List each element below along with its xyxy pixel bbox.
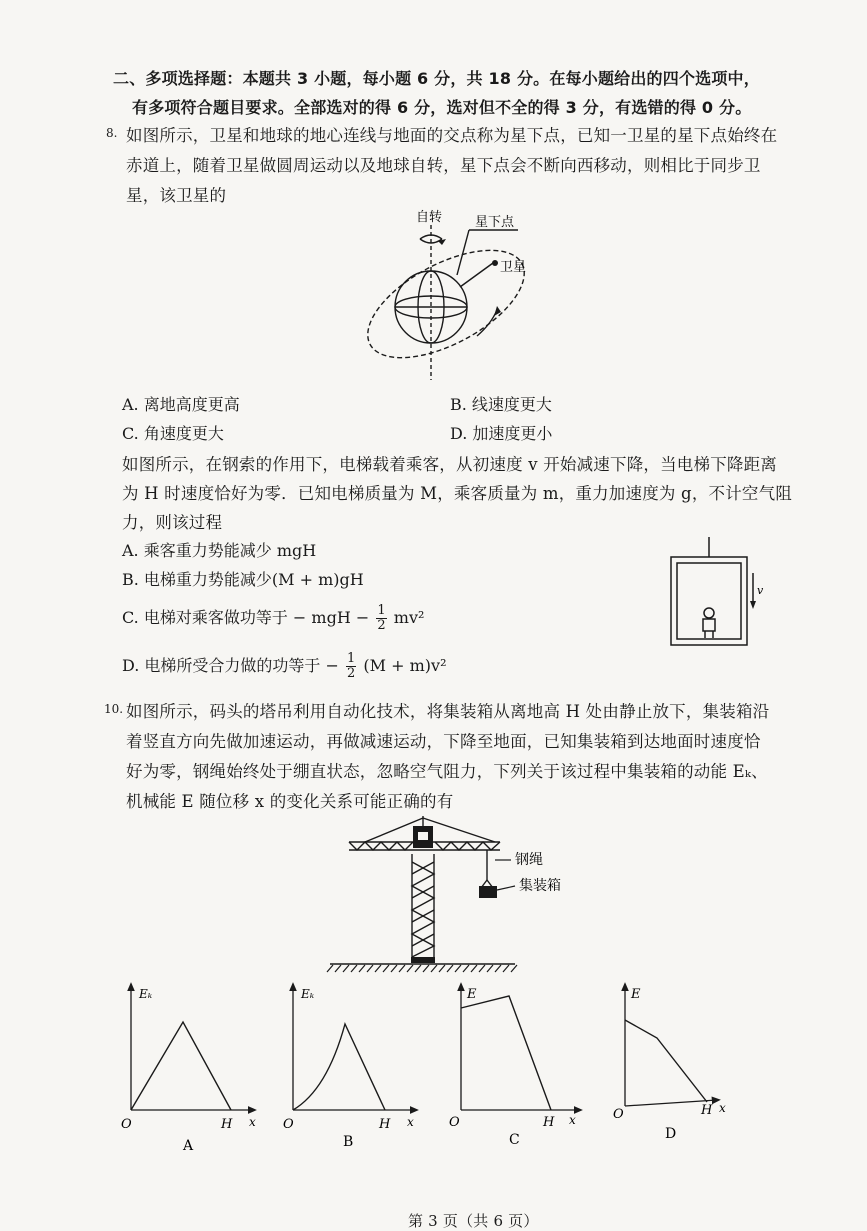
graph-b-ylabel: Eₖ — [301, 987, 315, 1001]
tower-crane-figure — [325, 812, 585, 977]
graph-a-label: A — [183, 1138, 194, 1154]
q8-text-line2: 赤道上，随着卫星做圆周运动以及地球自转，星下点会不断向西移动，则相比于同步卫 — [126, 156, 761, 175]
q9-option-c-suffix: mv² — [393, 608, 425, 627]
graph-a-h: H — [221, 1117, 233, 1132]
q9-text-line3: 力，则该过程 — [122, 513, 223, 532]
container-label: 集装箱 — [519, 878, 561, 894]
graph-d-origin: O — [613, 1107, 624, 1122]
graph-c-h: H — [543, 1115, 555, 1130]
graph-b-curve — [293, 1024, 385, 1110]
graph-d-h: H — [701, 1103, 713, 1118]
q10-text-line1: 如图所示，码头的塔吊利用自动化技术，将集装箱从离地高 H 处由静止放下，集装箱沿 — [126, 702, 770, 721]
rotation-label: 自转 — [416, 210, 443, 225]
q8-option-a: A. 离地高度更高 — [122, 395, 240, 414]
fraction-denominator: 2 — [347, 666, 356, 681]
fraction-half — [346, 652, 356, 681]
q9-option-d-suffix: (M + m)v² — [363, 656, 447, 675]
graph-d-xlabel: x — [719, 1101, 726, 1115]
fraction-numerator: 1 — [377, 603, 386, 618]
graph-b-h: H — [379, 1117, 391, 1132]
graph-d-ylabel: E — [631, 987, 641, 1002]
velocity-label: v — [757, 584, 764, 597]
graph-d-label: D — [665, 1126, 677, 1142]
fraction-half — [376, 604, 386, 633]
graph-c-label: C — [509, 1132, 520, 1148]
page-footer: 第 3 页（共 6 页） — [408, 1212, 539, 1230]
q8-option-c: C. 角速度更大 — [122, 424, 224, 443]
q9-option-c-prefix: C. 电梯对乘客做功等于 − mgH − — [122, 608, 370, 627]
graph-c-origin: O — [449, 1115, 460, 1130]
satellite-orbit-figure — [350, 205, 540, 385]
section-header-line1: 二、多项选择题：本题共 3 小题，每小题 6 分，共 18 分。在每小题给出的四个选项中， — [113, 69, 760, 88]
elevator-figure — [665, 535, 775, 650]
question-8-number: 8. — [106, 126, 118, 140]
graph-c-ylabel: E — [467, 987, 477, 1002]
fraction-denominator: 2 — [377, 618, 386, 633]
satellite-label: 卫星 — [500, 260, 527, 275]
q9-text-line2: 为 H 时速度恰好为零．已知电梯质量为 M，乘客质量为 m，重力加速度为 g，不计空气阻 — [122, 484, 793, 503]
graph-b-label: B — [343, 1134, 354, 1150]
q8-option-d: D. 加速度更小 — [450, 424, 553, 443]
q9-text-line1: 如图所示，在钢索的作用下，电梯载着乘客，从初速度 v 开始减速下降，当电梯下降距离 — [122, 455, 778, 474]
rope-label: 钢绳 — [515, 852, 543, 868]
graph-d — [613, 986, 726, 1142]
q9-option-b: B. 电梯重力势能减少(M + m)gH — [122, 570, 364, 589]
graph-b-origin: O — [283, 1117, 294, 1132]
graph-a-xlabel: x — [249, 1115, 256, 1129]
q8-text-line1: 如图所示，卫星和地球的地心连线与地面的交点称为星下点，已知一卫星的星下点始终在 — [126, 126, 778, 145]
question-10-number: 10. — [104, 702, 124, 716]
graph-a-ylabel: Eₖ — [139, 987, 153, 1001]
graph-a-origin: O — [121, 1117, 132, 1132]
q10-text-line2: 着竖直方向先做加速运动，再做减速运动，下降至地面，已知集装箱到达地面时速度恰 — [126, 732, 761, 751]
q9-option-c — [122, 604, 424, 633]
q8-text-line3: 星，该卫星的 — [126, 186, 227, 205]
q10-graphs — [115, 982, 755, 1162]
q9-option-d — [122, 652, 446, 681]
graph-a-curve — [131, 1022, 231, 1110]
fraction-numerator: 1 — [347, 651, 356, 666]
q9-option-d-prefix: D. 电梯所受合力做的功等于 − — [122, 656, 339, 675]
section-header-line2: 有多项符合题目要求。全部选对的得 6 分，选对但不全的得 3 分，有选错的得 0 分。 — [132, 98, 752, 117]
subpoint-label: 星下点 — [475, 215, 515, 230]
graph-b-xlabel: x — [407, 1115, 414, 1129]
graph-a — [121, 986, 256, 1154]
graph-c-xlabel: x — [569, 1113, 576, 1127]
graph-c-curve — [461, 996, 551, 1110]
q10-text-line3: 好为零，钢绳始终处于绷直状态，忽略空气阻力，下列关于该过程中集装箱的动能 Eₖ、 — [126, 762, 768, 781]
q10-text-line4: 机械能 E 随位移 x 的变化关系可能正确的有 — [126, 792, 454, 811]
q8-option-b: B. 线速度更大 — [450, 395, 552, 414]
graph-d-curve — [625, 1020, 707, 1102]
graph-b — [283, 986, 415, 1150]
graph-c — [449, 986, 579, 1148]
q9-option-a: A. 乘客重力势能减少 mgH — [122, 541, 317, 560]
